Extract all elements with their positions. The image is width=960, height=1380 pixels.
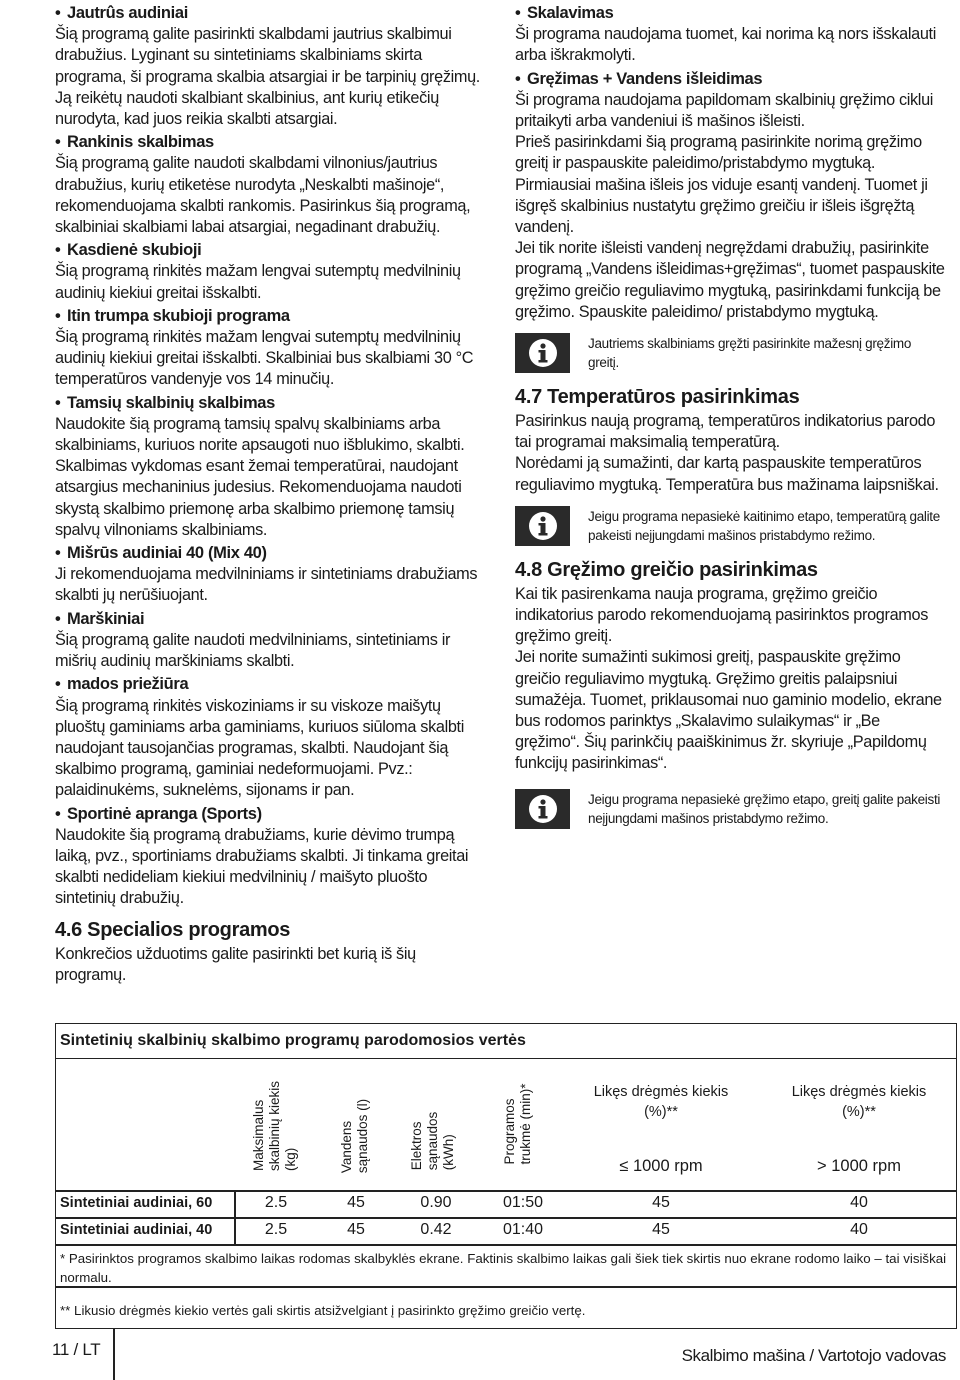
cell-value: 2.5 — [264, 1194, 288, 1211]
info-note-text: Jautriems skalbiniams gręžti pasirinkite mažesnį gręžimo greitį. — [588, 336, 912, 371]
table-footnote: ** Likusio drėgmės kiekio vertės gali skirtis atsižvelgiant į pasirinkto gręžimo greičio vertę. — [60, 1303, 586, 1318]
header-line: skalbinių kiekis — [267, 1080, 282, 1172]
program-item — [55, 804, 485, 910]
program-item — [55, 393, 485, 541]
left-column — [55, 1, 485, 986]
program-body: Jei tik norite išleisti vandenį negręždami drabužių, pasirinkite programą „Vandens išleidimas+gręžimas“, tuomet paspauskite gręžimo greičio reguliavimo mygtuką, pasirinkdami funkciją be gręžimo. Spauskite paleidimo/ pristabdymo mygtuką. — [515, 239, 945, 321]
info-icon — [515, 333, 570, 373]
header-text: Likęs drėgmės kiekis (%)** — [791, 1084, 927, 1120]
header-line: Elektros — [409, 1121, 424, 1171]
program-title: • Gręžimas + Vandens išleidimas — [515, 69, 945, 90]
cell-value: 40 — [850, 1221, 868, 1238]
section-body: Konkrečios užduotims galite pasirinkti bet kurią iš šių programų. — [55, 944, 416, 984]
program-item — [55, 240, 485, 304]
info-note-text: Jeigu programa nepasiekė gręžimo etapo, greitį galite pakeisti neįjungdami mašinos pristabdymo režimo. — [588, 791, 941, 826]
header-line: Programos — [502, 1097, 517, 1165]
program-body: Šią programą galite naudoti medvilniniams, sintetiniams ir mišrių audinių marškiniams skalbti. — [55, 630, 451, 671]
footer-title: Skalbimo mašina / Vartotojo vadovas — [681, 1346, 946, 1365]
header-humidity-low — [571, 1082, 751, 1176]
section-heading-4-7: 4.7 Temperatūros pasirinkimas — [515, 386, 800, 409]
header-subtext: > 1000 rpm — [817, 1157, 901, 1175]
info-note — [515, 506, 945, 546]
info-note-text: Jeigu programa nepasiekė kaitinimo etapo, temperatūrą galite pakeisti neįjungdami mašinos pristabdymo režimo. — [588, 508, 940, 543]
program-item — [515, 69, 945, 323]
header-water — [318, 1064, 392, 1188]
program-body: Šią programą galite naudoti skalbdami vilnonius/jautrius drabužius, kurių etiketėse nurodyta „Neskalbti mašinoje“, rekomenduojama skalbti rankomis. Pasirinkus šią programą, skalbiniai skalbiami labai atsargiai, negadinant drabužių. — [55, 154, 471, 237]
program-item — [55, 132, 485, 238]
header-line: sąnaudos (l) — [355, 1098, 370, 1174]
table-divider — [56, 1244, 956, 1246]
program-item — [55, 609, 485, 673]
cell-value: 01:40 — [502, 1221, 544, 1238]
program-title: • Kasdienė skubioji — [55, 240, 485, 261]
program-title: • Itin trumpa skubioji programa — [55, 306, 485, 327]
program-body: Šią programą galite pasirinkti skalbdami jautrius skalbimui drabužius. Lyginant su sintetiniams skalbiniams skirta programa, ši programa skalbia atsargiai ir be tarpinių gręžimų. Ją reikėtų naudoti skalbiant skalbinius, ant kurių etikečių nurodyta, kad juos reikia skalbti atsargiai. — [55, 25, 480, 129]
program-title: • mados priežiūra — [55, 674, 485, 695]
row-label: Sintetiniai audiniai, 60 — [60, 1195, 213, 1211]
program-title: • Marškiniai — [55, 609, 485, 630]
section-heading-4-6: 4.6 Specialios programos — [55, 918, 291, 941]
cell-value: 45 — [652, 1194, 670, 1211]
program-title: • Skalavimas — [515, 3, 945, 24]
program-title: • Mišrūs audiniai 40 (Mix 40) — [55, 543, 485, 564]
header-electricity — [396, 1064, 470, 1188]
section-body: Jei norite sumažinti sukimosi greitį, paspauskite gręžimo greičio reguliavimo mygtuką. Gręžimo greitis palaipsniui sumažėja. Tuomet, priklausomai nuo gaminio modelio, ekrane bus rodomos parinktys „Skalavimo sulaikymas“ ir „Be gręžimo“. Šių parinkčių paaiškinimus žr. skyriuje „Papildomų funkcijų pasirinkimas“. — [515, 648, 942, 773]
header-duration — [481, 1064, 555, 1188]
header-line: Vandens — [339, 1120, 354, 1174]
footer-divider — [113, 1329, 115, 1380]
page-number: 11 / LT — [52, 1340, 101, 1359]
program-body: Šią programą rinkitės mažam lengvai sutemptų medvilninių audinių kiekiui greitai išskalbti. Skalbiniai bus skalbiami 30 °C temperatūros vandenyje vos 14 minučių. — [55, 328, 474, 389]
section-heading-4-8: 4.8 Gręžimo greičio pasirinkimas — [515, 558, 818, 581]
program-item — [55, 3, 485, 130]
table-footnote: * Pasirinktos programos skalbimo laikas rodomas skalbyklės ekrane. Faktinis skalbimo laikas gali šiek tiek skirtis nuo ekrane rodomo laiko – tai visiškai normalu. — [60, 1251, 947, 1285]
header-line: trukmė (min)* — [518, 1083, 533, 1165]
program-list-left — [55, 3, 485, 986]
section-body: Kai tik pasirenkama nauja programa, gręžimo greičio indikatorius parodo rekomenduojamą pasirinktos programos gręžimo greitį. — [515, 584, 928, 646]
cell-value: 40 — [850, 1194, 868, 1211]
program-body: Naudokite šią programą drabužiams, kurie dėvimo trumpą laiką, pvz., sportiniams drabužiams skalbti. Ji tinkama greitai skalbti nedideliam kiekiui medvilninių / maišyto pluošto sintetinių drabužių. — [55, 825, 469, 908]
program-title: • Tamsių skalbinių skalbimas — [55, 393, 485, 414]
section-body: Pasirinkus naują programą, temperatūros indikatorius parodo tai programai maksimalią temperatūrą. — [515, 412, 936, 452]
info-note — [515, 789, 945, 829]
program-title: • Sportinė apranga (Sports) — [55, 804, 485, 825]
program-item — [515, 3, 945, 67]
header-humidity-high — [769, 1082, 949, 1176]
info-icon — [515, 506, 570, 546]
program-body: Ši programa naudojama papildomam skalbinių gręžimo ciklui pritaikyti arba vandeniui iš mašinos išleisti. — [515, 90, 934, 131]
program-list-right — [515, 3, 945, 829]
table-divider — [56, 1217, 956, 1219]
program-body: Naudokite šią programą tamsių spalvų skalbiniams arba skalbiniams, kuriuos norite apsaugoti nuo išblukimo, skalbti. Skalbimas vykdomas esant žemai temperatūrai, naudojant atsargius mechaninius judesius. Rekomenduojama naudoti skystą skalbimo priemonę arba skalbimo priemonę tamsių spalvų vilnoniams skalbiniams. — [55, 414, 465, 539]
program-title: • Rankinis skalbimas — [55, 132, 485, 153]
program-body: Šią programą rinkitės mažam lengvai sutemptų medvilninių audinių kiekiui greitai išskalbti. — [55, 262, 461, 302]
program-body: Ji rekomenduojama medvilniniams ir sintetiniams drabužiams skalbti jų nerūšiuojant. — [55, 565, 478, 605]
header-max-load — [238, 1064, 312, 1188]
program-item — [55, 306, 485, 391]
header-line: sąnaudos — [425, 1111, 440, 1171]
header-line: Maksimalus — [251, 1099, 266, 1172]
header-line: (kWh) — [441, 1134, 456, 1171]
cell-value: 01:50 — [502, 1194, 544, 1211]
right-column — [515, 1, 945, 841]
program-item — [55, 674, 485, 801]
program-title: • Jautrûs audiniai — [55, 3, 485, 24]
cell-value: 45 — [652, 1221, 670, 1238]
cell-value: 0.90 — [420, 1194, 452, 1211]
row-label: Sintetiniai audiniai, 40 — [60, 1222, 213, 1238]
cell-value: 0.42 — [420, 1221, 452, 1238]
program-body: Šią programą rinkitės viskoziniams ir su viskoze maišytų pluoštų gaminiams arba gaminiams, kuriuos siūloma skalbti naudojant tausojančias programas, skalbti. Naudojant šią skalbimo programą, gaminiai nedeformuojami. Pvz.: palaidinukėms, suknelėms, sijonams ir pan. — [55, 696, 464, 800]
cell-value: 2.5 — [264, 1221, 288, 1238]
section-body: Norėdami ją sumažinti, dar kartą paspauskite temperatūros reguliavimo mygtuką. Temperatūra bus mažinama laipsniškai. — [515, 454, 939, 494]
header-text: Likęs drėgmės kiekis (%)** — [593, 1084, 729, 1120]
table-title: Sintetinių skalbinių skalbimo programų parodomosios vertės — [56, 1024, 956, 1059]
info-icon — [515, 789, 570, 829]
cell-value: 45 — [347, 1194, 365, 1211]
table-divider — [56, 1190, 956, 1192]
table-divider — [234, 1190, 236, 1244]
program-body: Ši programa naudojama tuomet, kai norima ką nors išskalauti arba iškrakmolyti. — [515, 25, 936, 65]
info-note — [515, 333, 945, 373]
program-body: Prieš pasirinkdami šią programą pasirinkite norimą gręžimo greitį ir paspauskite paleidimo/pristabdymo mygtuką. Pirmiausiai mašina išleis jos viduje esantį vandenį. Tuomet ji išgręš skalbinius nustatytu gręžimo greičiu ir išleis išgręžtą vandenį. — [515, 133, 928, 237]
cell-value: 45 — [347, 1221, 365, 1238]
values-table — [55, 1023, 957, 1329]
program-item — [55, 543, 485, 607]
header-line: (kg) — [283, 1147, 298, 1172]
header-subtext: ≤ 1000 rpm — [619, 1157, 703, 1175]
